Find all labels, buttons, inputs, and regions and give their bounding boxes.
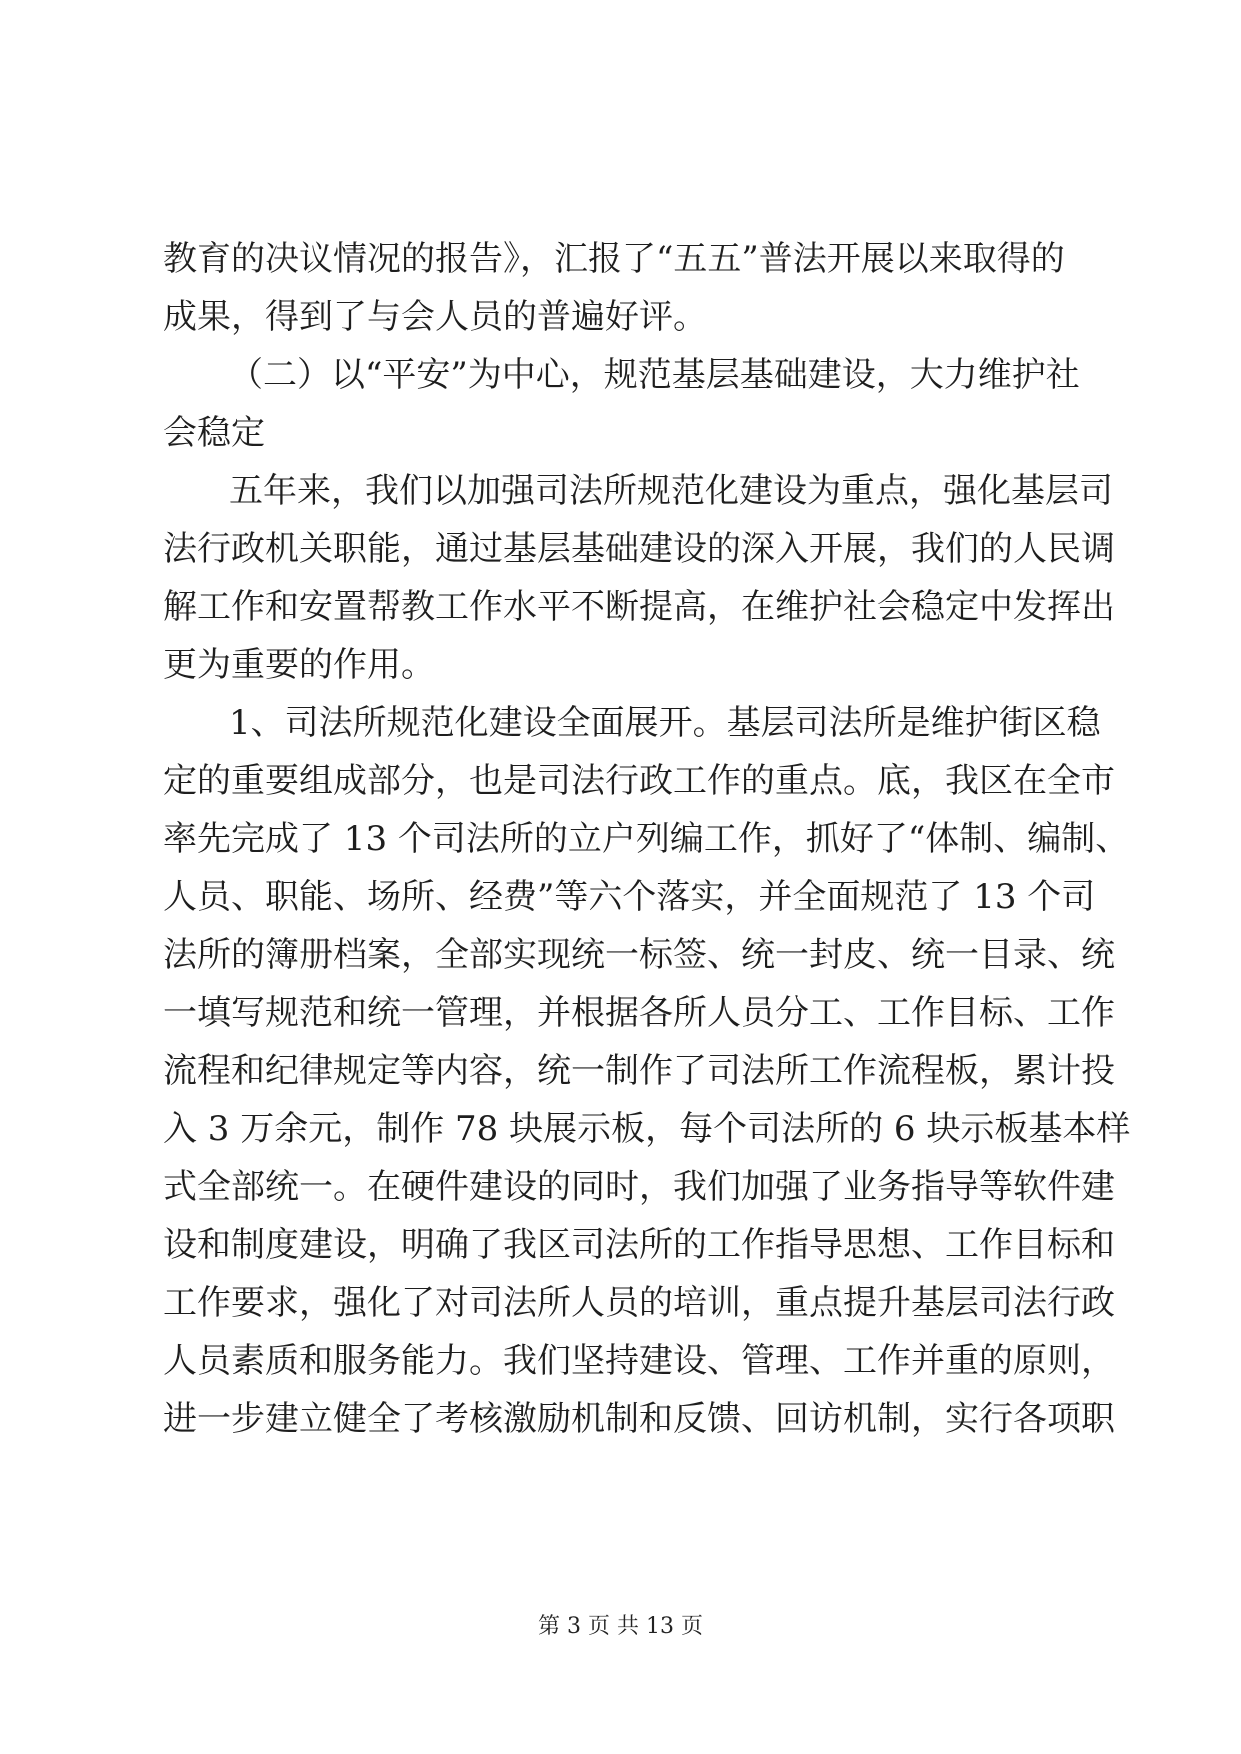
section-heading-line: （二）以“平安”为中心，规范基层基础建设，大力维护社 <box>229 355 1080 395</box>
text-line: 流程和纪律规定等内容，统一制作了司法所工作流程板，累计投 <box>163 1051 1115 1091</box>
section-heading-line: 会稳定 <box>163 413 265 453</box>
text-line: 教育的决议情况的报告》，汇报了“五五”普法开展以来取得的 <box>163 239 1065 279</box>
text-line: 成果，得到了与会人员的普遍好评。 <box>163 297 707 337</box>
text-line: 法所的簿册档案，全部实现统一标签、统一封皮、统一目录、统 <box>163 935 1115 975</box>
text-line: 人员素质和服务能力。我们坚持建设、管理、工作并重的原则， <box>163 1341 1115 1381</box>
text-line: 进一步建立健全了考核激励机制和反馈、回访机制，实行各项职 <box>163 1399 1115 1439</box>
text-line: 法行政机关职能，通过基层基础建设的深入开展，我们的人民调 <box>163 529 1115 569</box>
text-line: 人员、职能、场所、经费”等六个落实，并全面规范了 13 个司 <box>163 877 1096 917</box>
text-line: 式全部统一。在硬件建设的同时，我们加强了业务指导等软件建 <box>163 1167 1115 1207</box>
text-line: 解工作和安置帮教工作水平不断提高，在维护社会稳定中发挥出 <box>163 587 1115 627</box>
text-line: 定的重要组成部分，也是司法行政工作的重点。底，我区在全市 <box>163 761 1115 801</box>
text-line: 设和制度建设，明确了我区司法所的工作指导思想、工作目标和 <box>163 1225 1115 1265</box>
text-line: 入 3 万余元，制作 78 块展示板，每个司法所的 6 块示板基本样 <box>163 1109 1131 1149</box>
text-line: 1、司法所规范化建设全面展开。基层司法所是维护街区稳 <box>229 703 1101 743</box>
page-number-footer: 第 3 页 共 13 页 <box>538 1614 703 1639</box>
text-line: 五年来，我们以加强司法所规范化建设为重点，强化基层司 <box>229 471 1113 511</box>
text-line: 更为重要的作用。 <box>163 645 435 685</box>
text-line: 率先完成了 13 个司法所的立户列编工作，抓好了“体制、编制、 <box>163 819 1130 859</box>
page-body <box>163 230 1131 1448</box>
text-line: 工作要求，强化了对司法所人员的培训，重点提升基层司法行政 <box>163 1283 1115 1323</box>
text-line: 一填写规范和统一管理，并根据各所人员分工、工作目标、工作 <box>163 993 1115 1033</box>
